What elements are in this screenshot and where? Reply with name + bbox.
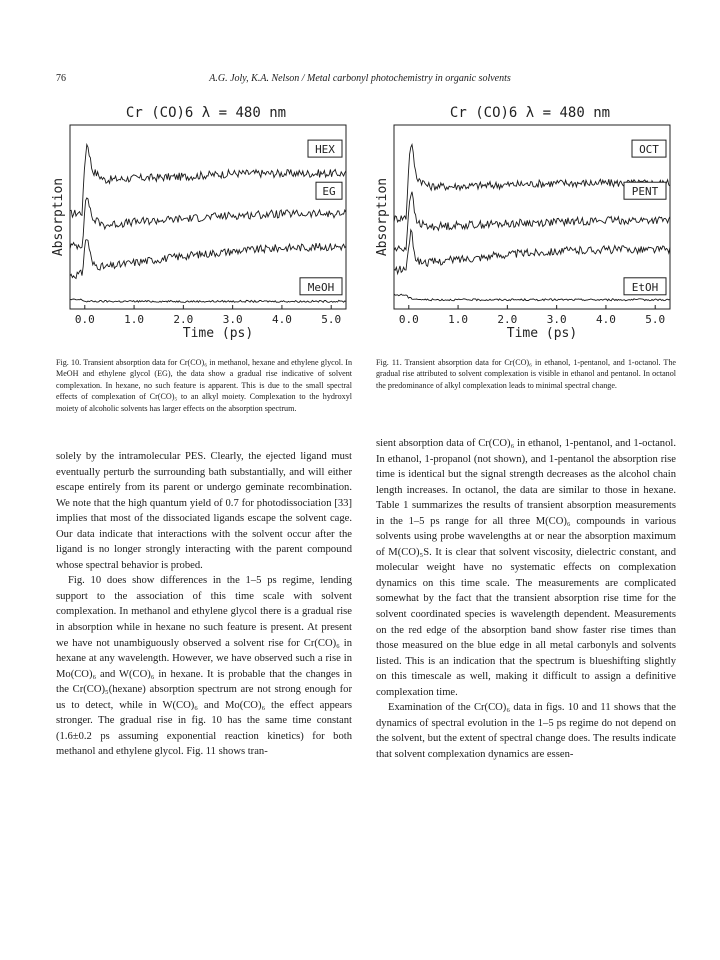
x-tick-label: 1.0 — [448, 313, 469, 326]
x-tick-label: 2.0 — [497, 313, 518, 326]
fig10-labels — [300, 140, 342, 295]
fig11-plot — [375, 100, 680, 341]
fig10-ylabel: Absorption — [51, 177, 66, 257]
paragraph: sient absorption data of Cr(CO)₆ in ethanol, 1-pentanol, and 1-octanol. In ethanol, 1-propanol (not shown), and 1-pentanol the absorption rise time is identical but the signal strength decreases as the alcohol chain length increases. In octanol, the data are similar to those in hexane. Table 1 summarizes the results of transient absorption measurements in the 1–5 ps range for all three M(CO)₆ compounds in various solvents using probe wavelengths at or near the absorption maximum of M(CO)₅S. It is clear that solvent viscosity, dielectric constant, and molecular weight have no systematic effects on complexation dynamics on this time scale. The measurements are complicated somewhat by the fact that the transient absorption rise time for the solvent coordinated species is wavelength dependent. Measurements on the red edge of the absorption band show faster rise times than those measured on the blue edge in all metal carbonyls and solvents listed. This is an indication that the spectrum is blueshifting slightly on this timescale as well, making it difficult to assign a definitive complexation time. — [376, 438, 676, 698]
trace-pent — [394, 192, 670, 252]
x-tick-label: 3.0 — [222, 313, 243, 326]
running-head: A.G. Joly, K.A. Nelson / Metal carbonyl photochemistry in organic solvents — [209, 73, 511, 84]
column-right — [376, 436, 676, 762]
fig10-xlabel: Time (ps) — [182, 326, 254, 341]
x-tick-label: 0.0 — [74, 313, 95, 326]
fig11-xlabel: Time (ps) — [506, 326, 578, 341]
fig11-ticks — [399, 305, 665, 326]
fig11-series — [394, 145, 670, 301]
x-tick-label: 5.0 — [321, 313, 342, 326]
fig10-title: Cr (CO)6 λ = 480 nm — [125, 105, 287, 121]
x-tick-label: 5.0 — [645, 313, 666, 326]
x-tick-label: 0.0 — [398, 313, 419, 326]
caption-fig10: Fig. 10. Transient absorption data for Cr(CO)₆ in methanol, hexane and ethylene glycol. In MeOH and ethylene glycol (EG), the data show a gradual rise indicative of solvent complexation. In hexane, no such feature is apparent. This is due to the small spectral effects of complexation of Cr(CO)₅ to an alkyl moiety. Complexation to the hydroxyl moiety of alcoholic solvents has larger effects on the absorption spectrum. — [56, 358, 352, 413]
caption-fig11: Fig. 11. Transient absorption data for Cr(CO)₆ in ethanol, 1-pentanol, and 1-octanol. The gradual rise attributed to solvent complexation is visible in ethanol and pentanol. In octanol the predominance of alkyl complexation leads to minimal spectral change. — [376, 358, 676, 390]
series-label: MeOH — [307, 280, 335, 294]
trace-etoh — [394, 230, 670, 274]
page-number: 76 — [56, 73, 66, 84]
trace-hex — [70, 145, 346, 218]
series-label: HEX — [315, 143, 335, 157]
trace-baseline — [70, 299, 346, 302]
figure-11 — [375, 100, 680, 341]
x-tick-label: 4.0 — [271, 313, 292, 326]
trace-meoh — [70, 240, 346, 279]
series-label: PENT — [631, 185, 659, 199]
figure-10 — [51, 100, 356, 341]
series-label: EG — [322, 185, 336, 199]
fig10-ticks — [75, 305, 341, 326]
paragraph: Fig. 10 does show differences in the 1–5 ps regime, lending support to the association of this time scale with solvent complexation. In methanol and ethylene glycol there is a gradual rise in absorption while in hexane no such feature is present. At present we have not unambiguously observed a solvent rise for Cr(CO)₆ in hexane at any wavelength. However, we have observed such a rise in Mo(CO)₆ and W(CO)₆ in hexane. It is probable that the changes in the Cr(CO)₅(hexane) absorption spectrum are not strong enough for us to detect, while in W(CO)₆ and Mo(CO)₆ the effect appears stronger. The gradual rise in fig. 10 has the same time constant (1.6±0.2 ps assuming exponential reaction kinetics) for both methanol and ethylene glycol. Fig. 11 shows tran- — [56, 575, 352, 758]
paragraph: solely by the intramolecular PES. Clearly, the ejected ligand must eventually perturb the surrounding bath substantially, and will either escape entirely from its parent or undergo geminate recombination. We note that the high quantum yield of 0.7 for photodissociation [33] implies that most of the dissociated ligands escape the solvent cage. Our data indicate that interactions with the solvent occur after the ligand is no longer strongly interacting with the parent compound whose spectral behavior is probed. — [56, 451, 352, 571]
fig11-ylabel: Absorption — [375, 177, 390, 257]
x-tick-label: 1.0 — [124, 313, 145, 326]
series-label: EtOH — [631, 280, 659, 294]
x-tick-label: 2.0 — [173, 313, 194, 326]
x-tick-label: 4.0 — [595, 313, 616, 326]
fig10-plot — [51, 100, 356, 341]
paragraph: Examination of the Cr(CO)₆ data in figs. 10 and 11 shows that the dynamics of spectral evolution in the 1–5 ps regime do not depend on the solvent, but the extent of spectral change does. The results indicate that solvent complexation dynamics are essen- — [376, 702, 676, 760]
fig11-title: Cr (CO)6 λ = 480 nm — [449, 105, 611, 121]
x-tick-label: 3.0 — [546, 313, 567, 326]
column-left — [56, 449, 352, 760]
trace-eg — [70, 198, 346, 249]
series-label: OCT — [639, 143, 659, 157]
